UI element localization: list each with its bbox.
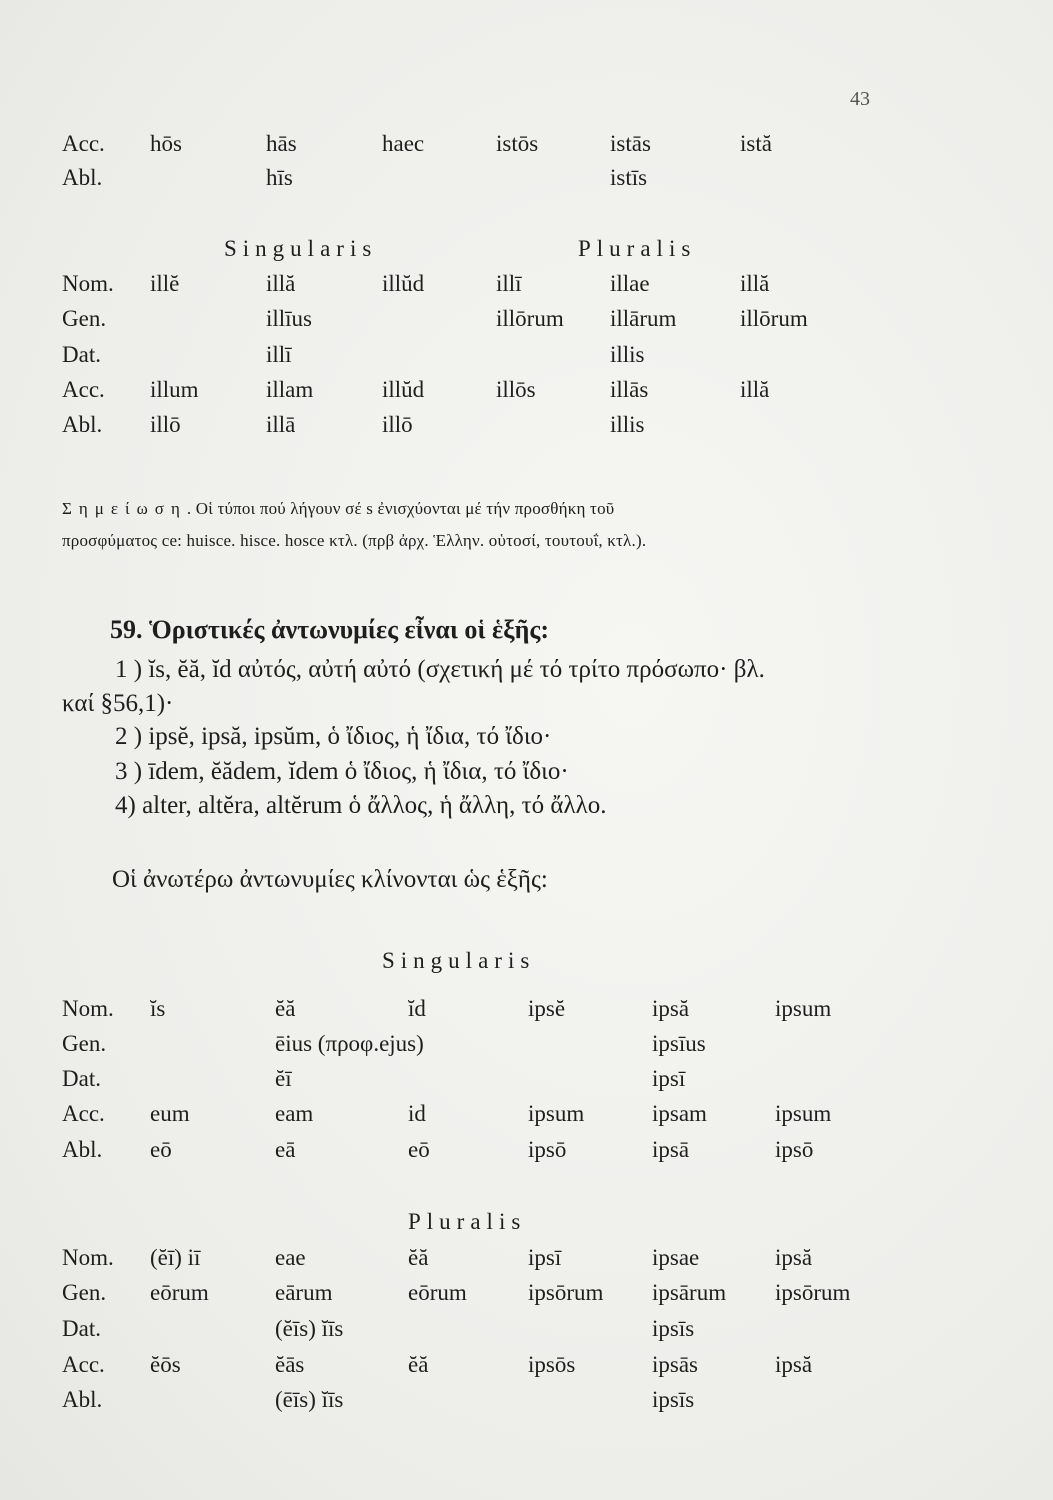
case-label: Gen. <box>62 306 107 331</box>
form-cell: eōrum <box>150 1280 209 1305</box>
case-label: Acc. <box>62 1101 105 1126</box>
table-row <box>0 131 1053 161</box>
form-cell: ĭs <box>150 996 166 1021</box>
case-label: Acc. <box>62 131 105 156</box>
form-cell: ipsōrum <box>775 1280 851 1305</box>
form-cell: illae <box>610 271 650 296</box>
singular-header: Singularis <box>382 948 536 973</box>
table-row <box>0 342 1053 372</box>
form-cell: ipsă <box>775 1352 813 1377</box>
form-cell: ipsōrum <box>528 1280 604 1305</box>
form-cell: ĕă <box>275 996 296 1021</box>
form-cell: istōs <box>496 131 539 156</box>
form-cell: eōrum <box>408 1280 467 1305</box>
form-cell: illōrum <box>496 306 564 331</box>
list-item: 3 ) īdem, ĕădem, ĭdem ὁ ἴδιος, ἡ ἴδια, τό ἴδιο· <box>115 758 569 785</box>
case-label: Abl. <box>62 412 103 437</box>
form-cell: ipsum <box>775 996 832 1021</box>
form-cell: ĭd <box>408 996 426 1021</box>
form-cell: eō <box>150 1137 172 1162</box>
case-label: Abl. <box>62 165 103 190</box>
form-cell: (ĕī) iī <box>150 1245 201 1270</box>
form-cell: eum <box>150 1101 190 1126</box>
case-label: Gen. <box>62 1280 107 1305</box>
form-cell: ipsās <box>652 1352 698 1377</box>
form-cell: ēius (προφ.ejus) <box>275 1031 424 1056</box>
form-cell: ipsĕ <box>528 996 566 1021</box>
form-cell: istās <box>610 131 651 156</box>
form-cell: eae <box>275 1245 306 1270</box>
list-item: 1 ) ĭs, ĕă, ĭd αὐτός, αὐτή αὐτό (σχετική μέ τό τρίτο πρόσωπο· βλ. <box>115 656 765 683</box>
table-row <box>0 1245 1053 1275</box>
form-cell: hās <box>266 131 297 156</box>
form-cell: ipsum <box>775 1101 832 1126</box>
form-cell: illī <box>496 271 522 296</box>
form-cell: id <box>408 1101 426 1126</box>
form-cell: ipsōs <box>528 1352 576 1377</box>
table-row <box>0 1101 1053 1131</box>
note-label: Σημείωση <box>62 499 187 518</box>
form-cell: ipsum <box>528 1101 585 1126</box>
form-cell: illis <box>610 342 645 367</box>
plural-header: Pluralis <box>408 1209 527 1234</box>
case-label: Gen. <box>62 1031 107 1056</box>
form-cell: ipsā <box>652 1137 690 1162</box>
form-cell: illŭd <box>382 271 425 296</box>
form-cell: (ĕīs) ĭīs <box>275 1316 344 1341</box>
form-cell: ĕōs <box>150 1352 181 1377</box>
table-row <box>0 996 1053 1026</box>
form-cell: illārum <box>610 306 677 331</box>
form-cell: eō <box>408 1137 430 1162</box>
form-cell: illă <box>740 377 770 402</box>
form-cell: ĕās <box>275 1352 305 1377</box>
form-cell: illō <box>150 412 181 437</box>
form-cell: illam <box>266 377 314 402</box>
case-label: Abl. <box>62 1387 103 1412</box>
form-cell: istīs <box>610 165 648 190</box>
table-row <box>0 306 1053 336</box>
decline-intro: Οἱ ἀνωτέρω ἀντωνυμίες κλίνονται ὡς ἑξῆς: <box>112 866 548 893</box>
table-row <box>0 1066 1053 1096</box>
table-row <box>0 271 1053 301</box>
list-item: 2 ) ipsĕ, ipsă, ipsŭm, ὁ ἴδιος, ἡ ἴδια, τό ἴδιο· <box>115 723 552 750</box>
case-label: Dat. <box>62 1066 101 1091</box>
form-cell: ipsārum <box>652 1280 727 1305</box>
form-cell: ipsī <box>528 1245 562 1270</box>
table-row <box>0 412 1053 442</box>
form-cell: ipsīs <box>652 1316 695 1341</box>
form-cell: ipsă <box>652 996 690 1021</box>
form-cell: illī <box>266 342 292 367</box>
table-row <box>0 1352 1053 1382</box>
form-cell: ipsae <box>652 1245 700 1270</box>
form-cell: eārum <box>275 1280 333 1305</box>
case-label: Nom. <box>62 996 114 1021</box>
form-cell: haec <box>382 131 425 156</box>
form-cell: (ēīs) ĭīs <box>275 1387 344 1412</box>
form-cell: illum <box>150 377 199 402</box>
form-cell: illās <box>610 377 649 402</box>
page-number: 43 <box>850 88 870 110</box>
form-cell: istă <box>740 131 772 156</box>
form-cell: ipsīus <box>652 1031 706 1056</box>
form-cell: ĕī <box>275 1066 292 1091</box>
section-title: 59. Ὁριστικές ἀντωνυμίες εἶναι οἱ ἑξῆς: <box>110 615 550 644</box>
form-cell: ipsīs <box>652 1387 695 1412</box>
form-cell: eam <box>275 1101 314 1126</box>
case-label: Acc. <box>62 1352 105 1377</box>
list-item: 4) alter, altĕra, altĕrum ὁ ἄλλος, ἡ ἄλλη, τό ἄλλο. <box>115 792 607 819</box>
table-row <box>0 1137 1053 1167</box>
form-cell: hōs <box>150 131 182 156</box>
form-cell: ĕă <box>408 1352 429 1377</box>
form-cell: hīs <box>266 165 293 190</box>
table-row <box>0 165 1053 195</box>
table-row <box>0 1316 1053 1346</box>
form-cell: ĕă <box>408 1245 429 1270</box>
case-label: Acc. <box>62 377 105 402</box>
table-row <box>0 1280 1053 1310</box>
form-cell: ipsam <box>652 1101 707 1126</box>
plural-header: Pluralis <box>578 236 697 261</box>
note-line-2: προσφύματος ce: huisce. hisce. hosce κτλ. (πρβ ἀρχ. Ἑλλην. οὑτοσί, τουτουΐ, κτλ.). <box>62 531 647 550</box>
form-cell: illă <box>740 271 770 296</box>
note-line-1 <box>62 499 614 519</box>
form-cell: ipsī <box>652 1066 686 1091</box>
singular-header: Singularis <box>224 236 378 261</box>
form-cell: illō <box>382 412 413 437</box>
table-row <box>0 377 1053 407</box>
form-cell: illīus <box>266 306 313 331</box>
form-cell: ipsă <box>775 1245 813 1270</box>
form-cell: illōrum <box>740 306 808 331</box>
list-item: καί §56,1)· <box>62 690 174 717</box>
form-cell: illă <box>266 271 296 296</box>
table-row <box>0 1387 1053 1417</box>
note-text-1: . Οἱ τύποι πού λήγουν σέ s ἐνισχύονται μέ τήν προσθήκη τοῦ <box>186 499 615 518</box>
case-label: Dat. <box>62 1316 101 1341</box>
form-cell: ipsō <box>775 1137 814 1162</box>
form-cell: illā <box>266 412 296 437</box>
form-cell: illis <box>610 412 645 437</box>
form-cell: illŭd <box>382 377 425 402</box>
case-label: Abl. <box>62 1137 103 1162</box>
case-label: Nom. <box>62 1245 114 1270</box>
form-cell: eā <box>275 1137 296 1162</box>
case-label: Dat. <box>62 342 101 367</box>
case-label: Nom. <box>62 271 114 296</box>
form-cell: ipsō <box>528 1137 567 1162</box>
form-cell: illĕ <box>150 271 180 296</box>
form-cell: illōs <box>496 377 536 402</box>
table-row <box>0 1031 1053 1061</box>
